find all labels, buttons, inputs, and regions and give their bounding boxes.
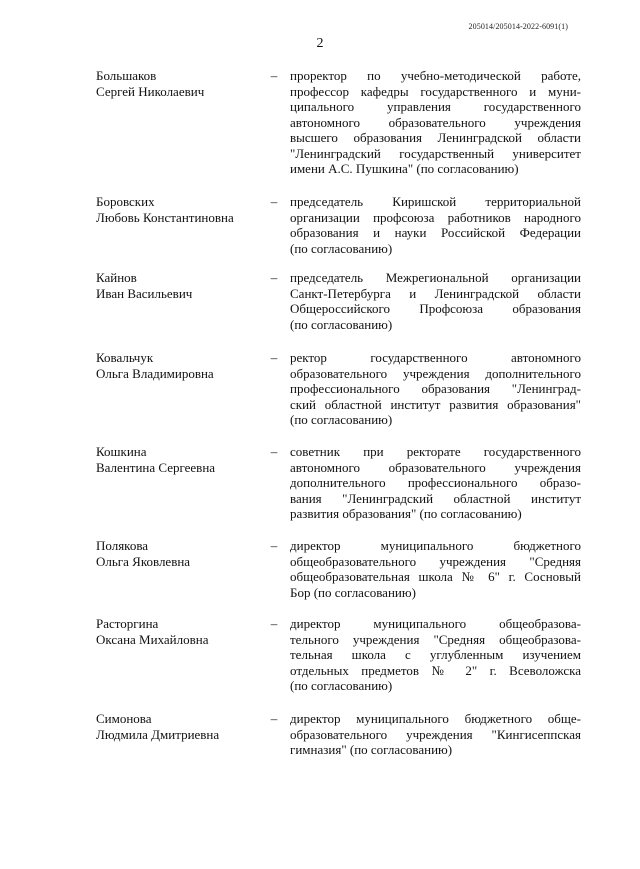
position-line: вания "Ленинградский областной институт — [290, 490, 581, 506]
member-position — [290, 350, 581, 428]
position-line: тельного учреждения "Средняя общеобразова- — [290, 631, 581, 647]
position-line: председатель Киришской территориальной — [290, 194, 581, 209]
separator-dash: – — [270, 194, 278, 209]
separator-dash: – — [270, 616, 278, 631]
position-line: (по согласованию) — [290, 678, 393, 693]
member-position — [290, 616, 581, 694]
member-given-name: Любовь Константиновна — [96, 209, 234, 225]
position-line: гимназия" (по согласованию) — [290, 742, 453, 757]
position-line: образовательного учреждения дополнительного — [290, 365, 581, 381]
position-line: организации профсоюза работников народного — [290, 209, 581, 225]
position-line: ректор государственного автономного — [290, 350, 581, 365]
position-line: общеобразовательная школа № 6" г. Сосновый — [290, 569, 581, 584]
separator-dash: – — [270, 711, 278, 726]
member-surname: Боровских — [96, 194, 155, 209]
member-name — [96, 711, 261, 742]
page-number: 2 — [316, 36, 324, 51]
position-line: развития образования" (по согласованию) — [290, 506, 522, 521]
member-given-name: Валентина Сергеевна — [96, 459, 216, 475]
position-line: директор муниципального бюджетного — [290, 538, 581, 553]
member-name — [96, 444, 261, 475]
position-line: Санкт-Петербурга и Ленинградской области — [290, 285, 581, 301]
position-line: автономного образовательного учреждения — [290, 114, 581, 130]
member-name — [96, 68, 261, 99]
member-surname: Симонова — [96, 711, 152, 726]
member-name — [96, 616, 261, 647]
member-given-name: Ольга Владимировна — [96, 365, 214, 381]
position-line: дополнительного профессионального образо- — [290, 475, 581, 490]
member-name — [96, 350, 261, 381]
separator-dash: – — [270, 68, 278, 83]
member-position — [290, 194, 581, 256]
member-surname: Расторгина — [96, 616, 159, 631]
member-position — [290, 68, 581, 177]
separator-dash: – — [270, 444, 278, 459]
member-given-name: Оксана Михайловна — [96, 631, 209, 647]
position-line: председатель Межрегиональной организации — [290, 270, 581, 285]
member-surname: Кошкина — [96, 444, 147, 459]
position-line: директор муниципального бюджетного обще- — [290, 711, 581, 726]
position-line: отдельных предметов № 2" г. Всеволожска — [290, 662, 581, 678]
position-line: (по согласованию) — [290, 316, 393, 332]
member-surname: Ковальчук — [96, 350, 154, 365]
position-line: советник при ректорате государственного — [290, 444, 581, 459]
member-given-name: Ольга Яковлевна — [96, 553, 191, 569]
position-line: "Ленинградский государственный университет — [290, 145, 581, 161]
position-line: высшего образования Ленинградской области — [290, 130, 581, 145]
position-line: образования и науки Российской Федерации — [290, 225, 581, 240]
document-id: 205014/205014-2022-6091(1) — [468, 22, 568, 31]
position-line: автономного образовательного учреждения — [290, 459, 581, 475]
member-given-name: Людмила Дмитриевна — [96, 726, 220, 742]
position-line: образовательного учреждения "Кингисеппская — [290, 726, 581, 742]
member-name — [96, 194, 261, 225]
member-surname: Большаков — [96, 68, 157, 83]
position-line: общеобразовательного учреждения "Средняя — [290, 553, 581, 569]
member-surname: Кайнов — [96, 270, 137, 285]
position-line: проректор по учебно-методической работе, — [290, 68, 581, 83]
member-surname: Полякова — [96, 538, 149, 553]
member-name — [96, 270, 261, 301]
position-line: тельная школа с углубленным изучением — [290, 647, 581, 662]
position-line: (по согласованию) — [290, 240, 393, 256]
member-given-name: Иван Васильевич — [96, 285, 193, 301]
member-position — [290, 711, 581, 758]
position-line: (по согласованию) — [290, 412, 393, 427]
member-name — [96, 538, 261, 569]
member-position — [290, 270, 581, 332]
member-given-name: Сергей Николаевич — [96, 83, 205, 99]
separator-dash: – — [270, 350, 278, 365]
position-line: имени А.С. Пушкина" (по согласованию) — [290, 161, 519, 176]
position-line: Общероссийского Профсоюза образования — [290, 301, 581, 316]
separator-dash: – — [270, 270, 278, 285]
position-line: ский областной институт развития образования" — [290, 396, 581, 412]
position-line: профессор кафедры государственного и муни- — [290, 83, 581, 99]
member-position — [290, 538, 581, 600]
position-line: Бор (по согласованию) — [290, 584, 416, 600]
separator-dash: – — [270, 538, 278, 553]
position-line: директор муниципального общеобразова- — [290, 616, 581, 631]
position-line: ципального управления государственного — [290, 99, 581, 114]
member-position — [290, 444, 581, 522]
position-line: профессионального образования "Ленинград- — [290, 381, 581, 396]
